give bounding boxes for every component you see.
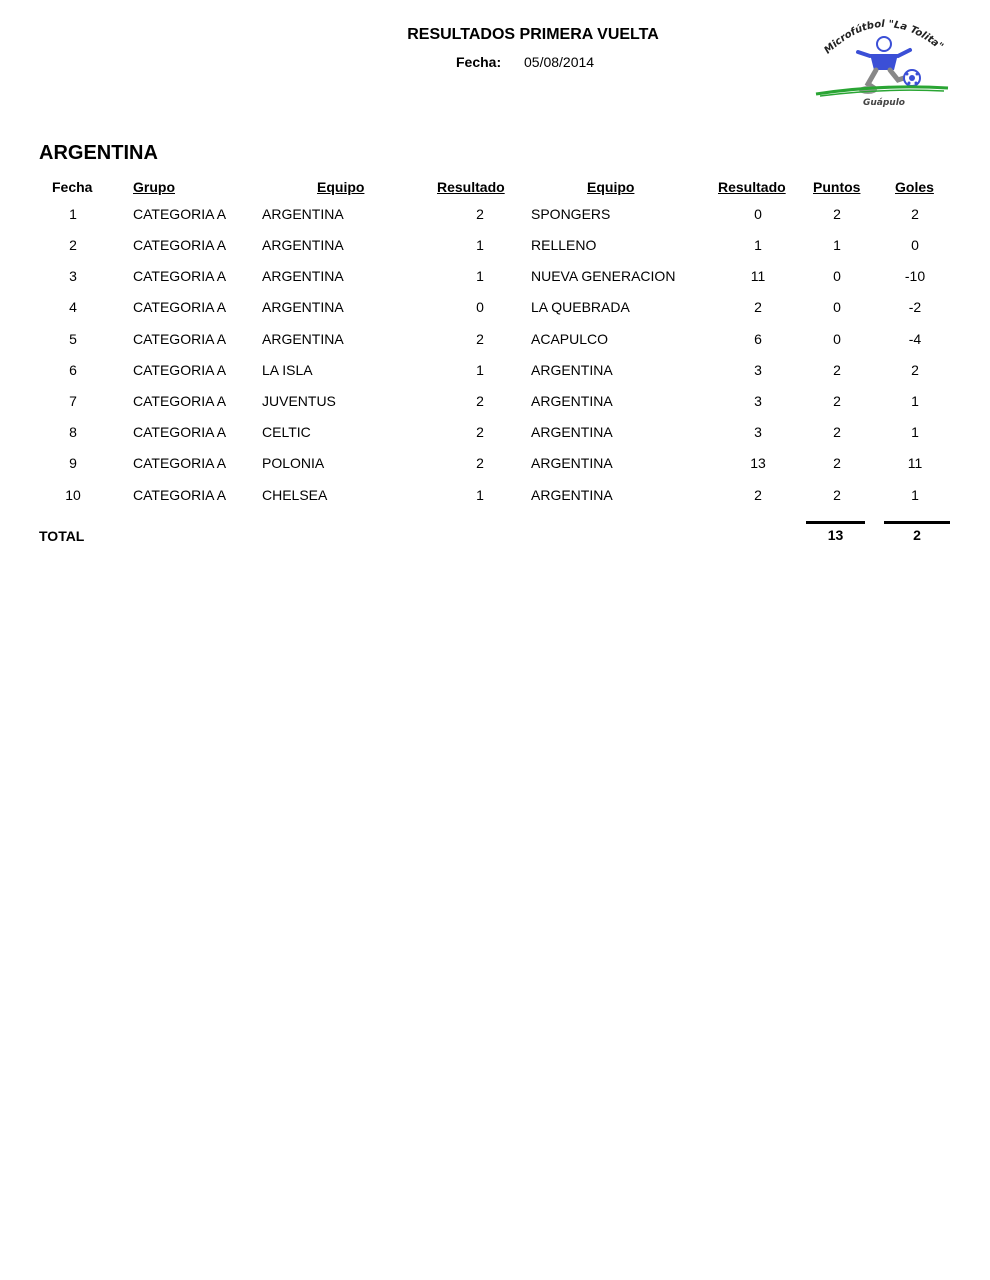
league-logo (812, 14, 952, 110)
table-row (0, 424, 990, 446)
table-row (0, 237, 990, 259)
table-row (0, 268, 990, 290)
cell-goles: -10 (904, 268, 926, 284)
cell-goles: 11 (907, 455, 923, 471)
cell-puntos: 1 (833, 237, 841, 253)
cell-resultado-visitante: 3 (754, 362, 762, 378)
cell-goles: 1 (911, 487, 919, 503)
cell-puntos: 2 (833, 424, 841, 440)
cell-resultado-local: 2 (476, 424, 484, 440)
cell-equipo-visitante: ARGENTINA (531, 362, 613, 378)
cell-goles: 1 (911, 424, 919, 440)
cell-equipo-visitante: ARGENTINA (531, 393, 613, 409)
cell-resultado-local: 2 (476, 393, 484, 409)
cell-grupo: CATEGORIA A (133, 331, 227, 347)
cell-resultado-visitante: 11 (750, 268, 766, 284)
cell-puntos: 2 (833, 487, 841, 503)
col-header-equipo-local: Equipo (317, 179, 365, 195)
logo-top-text: Microfútbol "La Tolita" (822, 18, 946, 57)
col-header-grupo: Grupo (133, 179, 175, 195)
cell-equipo-visitante: ARGENTINA (531, 455, 613, 471)
cell-fecha: 4 (69, 299, 77, 315)
col-header-puntos: Puntos (813, 179, 861, 195)
cell-resultado-visitante: 2 (754, 299, 762, 315)
cell-grupo: CATEGORIA A (133, 455, 227, 471)
total-goles-line (884, 521, 950, 524)
col-header-fecha: Fecha (52, 179, 93, 195)
cell-fecha: 8 (69, 424, 77, 440)
table-row (0, 206, 990, 228)
cell-equipo-local: JUVENTUS (262, 393, 336, 409)
cell-grupo: CATEGORIA A (133, 362, 227, 378)
cell-equipo-visitante: ARGENTINA (531, 487, 613, 503)
cell-equipo-local: CHELSEA (262, 487, 328, 503)
cell-equipo-local: POLONIA (262, 455, 325, 471)
cell-equipo-visitante: ACAPULCO (531, 331, 609, 347)
cell-grupo: CATEGORIA A (133, 424, 227, 440)
cell-resultado-local: 1 (476, 487, 484, 503)
col-header-resultado-local: Resultado (437, 179, 505, 195)
table-row (0, 393, 990, 415)
cell-puntos: 0 (833, 331, 841, 347)
total-puntos-line (806, 521, 865, 524)
cell-goles: -2 (908, 299, 922, 315)
cell-equipo-visitante: NUEVA GENERACION (531, 268, 676, 284)
cell-equipo-local: ARGENTINA (262, 299, 344, 315)
table-row (0, 487, 990, 509)
player-body-icon (870, 54, 898, 70)
cell-grupo: CATEGORIA A (133, 237, 227, 253)
table-row (0, 455, 990, 477)
cell-puntos: 2 (833, 455, 841, 471)
col-header-equipo-visitante: Equipo (587, 179, 635, 195)
logo-bottom-text: Guápulo (863, 98, 905, 108)
cell-resultado-visitante: 3 (754, 393, 762, 409)
cell-equipo-local: ARGENTINA (262, 268, 344, 284)
col-header-resultado-visitante: Resultado (718, 179, 786, 195)
cell-goles: 0 (911, 237, 919, 253)
cell-fecha: 1 (69, 206, 77, 222)
report-title: RESULTADOS PRIMERA VUELTA (407, 26, 659, 43)
cell-grupo: CATEGORIA A (133, 393, 227, 409)
cell-equipo-local: CELTIC (262, 424, 311, 440)
cell-resultado-visitante: 3 (754, 424, 762, 440)
table-row (0, 299, 990, 321)
cell-goles: 2 (911, 206, 919, 222)
cell-grupo: CATEGORIA A (133, 206, 227, 222)
cell-puntos: 2 (833, 362, 841, 378)
cell-fecha: 2 (69, 237, 77, 253)
player-head-icon (877, 37, 891, 51)
cell-resultado-visitante: 1 (754, 237, 762, 253)
cell-fecha: 5 (69, 331, 77, 347)
team-title: ARGENTINA (39, 142, 158, 164)
cell-equipo-local: LA ISLA (262, 362, 313, 378)
cell-fecha: 9 (69, 455, 77, 471)
total-label: TOTAL (39, 528, 85, 544)
cell-resultado-visitante: 6 (754, 331, 762, 347)
cell-goles: -4 (908, 331, 922, 347)
cell-fecha: 6 (69, 362, 77, 378)
cell-resultado-visitante: 13 (750, 455, 766, 471)
cell-equipo-local: ARGENTINA (262, 331, 344, 347)
cell-equipo-local: ARGENTINA (262, 237, 344, 253)
cell-grupo: CATEGORIA A (133, 268, 227, 284)
cell-grupo: CATEGORIA A (133, 299, 227, 315)
cell-fecha: 10 (65, 487, 81, 503)
cell-puntos: 0 (833, 268, 841, 284)
cell-equipo-visitante: RELLENO (531, 237, 597, 253)
cell-puntos: 2 (833, 393, 841, 409)
cell-resultado-visitante: 0 (754, 206, 762, 222)
cell-puntos: 0 (833, 299, 841, 315)
date-label: Fecha: (456, 54, 502, 70)
cell-puntos: 2 (833, 206, 841, 222)
cell-goles: 2 (911, 362, 919, 378)
cell-resultado-local: 2 (476, 331, 484, 347)
date-value: 05/08/2014 (524, 54, 595, 70)
cell-resultado-local: 1 (476, 237, 484, 253)
cell-resultado-local: 2 (476, 206, 484, 222)
cell-resultado-local: 1 (476, 268, 484, 284)
cell-equipo-local: ARGENTINA (262, 206, 344, 222)
cell-goles: 1 (911, 393, 919, 409)
cell-equipo-visitante: SPONGERS (531, 206, 611, 222)
cell-resultado-local: 2 (476, 455, 484, 471)
cell-resultado-local: 1 (476, 362, 484, 378)
cell-fecha: 7 (69, 393, 77, 409)
table-row (0, 331, 990, 353)
cell-resultado-visitante: 2 (754, 487, 762, 503)
cell-resultado-local: 0 (476, 299, 484, 315)
col-header-goles: Goles (895, 179, 934, 195)
total-goles: 2 (913, 527, 921, 543)
cell-equipo-visitante: LA QUEBRADA (531, 299, 630, 315)
cell-fecha: 3 (69, 268, 77, 284)
cell-grupo: CATEGORIA A (133, 487, 227, 503)
cell-equipo-visitante: ARGENTINA (531, 424, 613, 440)
table-row (0, 362, 990, 384)
total-puntos: 13 (827, 527, 844, 543)
